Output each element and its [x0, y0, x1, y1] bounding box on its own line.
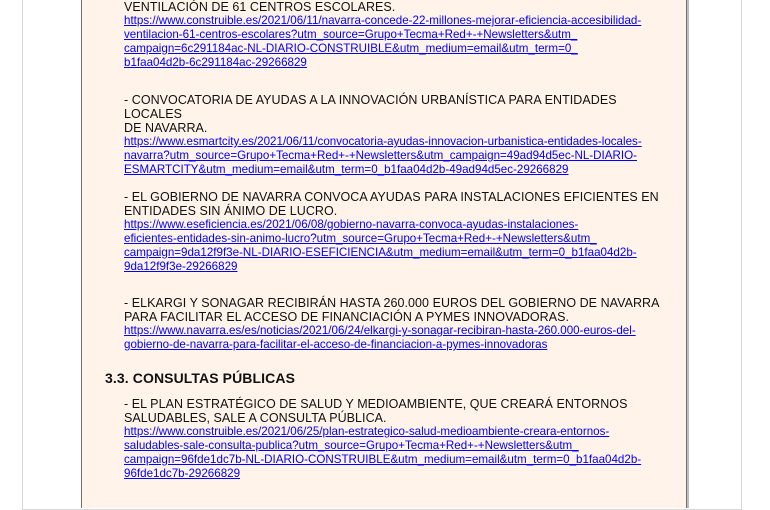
news-item — [124, 190, 672, 274]
consultation-item-title: - EL PLAN ESTRATÉGICO DE SALUD Y MEDIOAMBIENTE, QUE CREARÁ ENTORNOS SALUDABLES, SALE A CONSULTA PÚBLICA. — [124, 397, 628, 425]
news-item — [124, 0, 672, 70]
news-item — [124, 296, 672, 352]
news-item-title: - ELKARGI Y SONAGAR RECIBIRÁN HASTA 260.000 EUROS DEL GOBIERNO DE NAVARRA PARA FACILITAR EL ACCESO DE FINANCIACIÓN A PYMES INNOVADORAS. — [124, 296, 660, 324]
news-item-title: - CONVOCATORIA DE AYUDAS A LA INNOVACIÓN URBANÍSTICA PARA ENTIDADES LOCALES DE NAVARRA. — [124, 93, 617, 135]
consultation-item-link[interactable]: https://www.construible.es/2021/06/25/plan-estrategico-salud-medioambiente-creara-entornos- saludables-sale-consulta-publica?utm_source=Grupo+Tecma+Red+-+Newsletters&utm_ campaign=96fde1dc7b-NL-DIARIO-CONSTRUIBLE&utm_medium=email&utm_term=0_b1faa04d2b- 96fde1dc7b-29266829 — [124, 425, 642, 480]
news-item-title: VENTILACIÓN DE 61 CENTROS ESCOLARES. — [124, 0, 396, 14]
news-item-link[interactable]: https://www.construible.es/2021/06/11/navarra-concede-22-millones-mejorar-eficiencia-accesibilidad- ventilacion-61-centros-escolares?utm_source=Grupo+Tecma+Red+-+Newsletters&utm_ campaign=6c291184ac-NL-DIARIO-CONSTRUIBLE&utm_medium=email&utm_term=0_ b1faa04d2b-6c291184ac-29266829 — [124, 14, 642, 69]
news-item-link[interactable]: https://www.esmartcity.es/2021/06/11/convocatoria-ayudas-innovacion-urbanistica-entidades-locales- navarra?utm_source=Grupo+Tecma+Red+-+Newsletters&utm_campaign=49ad94d5ec-NL-DIARIO- ESMARTCITY&utm_medium=email&utm_term=0_b1faa04d2b-49ad94d5ec-29266829 — [124, 135, 642, 176]
news-item-title: - EL GOBIERNO DE NAVARRA CONVOCA AYUDAS PARA INSTALACIONES EFICIENTES EN ENTIDADES SIN ÁNIMO DE LUCRO. — [124, 190, 659, 218]
section-heading: 3.3. CONSULTAS PÚBLICAS — [105, 370, 296, 386]
news-item-link[interactable]: https://www.navarra.es/es/noticias/2021/06/24/elkargi-y-sonagar-recibiran-hasta-260.000-euros-del- gobierno-de-navarra-para-facilitar-el-acceso-de-financiacion-a-pymes-innovadoras — [124, 324, 636, 351]
news-item — [124, 93, 672, 177]
news-item-link[interactable]: https://www.eseficiencia.es/2021/06/08/gobierno-navarra-convoca-ayudas-instalaciones- eficientes-entidades-sin-animo-lucro?utm_source=Grupo+Tecma+Red+-+Newsletters&utm_ campaign=9da12f9f3e-NL-DIARIO-ESEFICIENCIA&utm_medium=email&utm_term=0_b1faa04d2b- 9da12f9f3e-29266829 — [124, 218, 637, 273]
consultation-item — [124, 397, 672, 481]
